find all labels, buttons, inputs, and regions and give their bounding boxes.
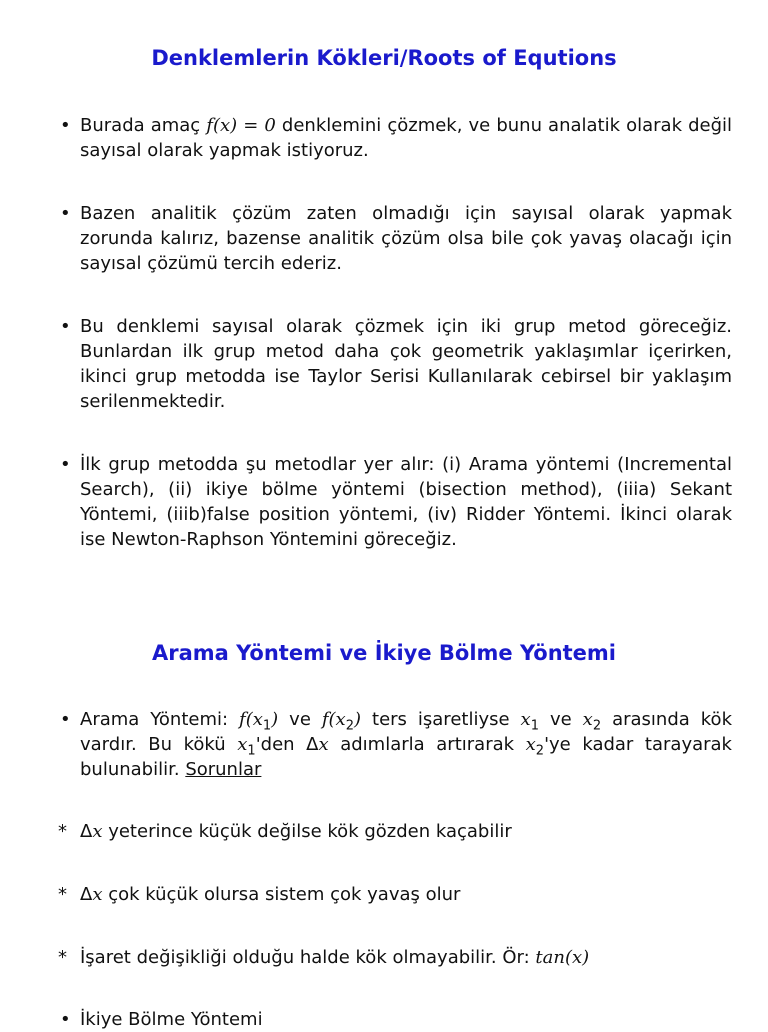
list-item [60,452,732,552]
asterisk-icon: * [58,947,67,968]
bullet-text: Bu denklemi sayısal olarak çözmek için iki grup metod göreceğiz. Bunlardan ilk grup metod daha çok geometrik yaklaşımlar içerirken, ikinci grup metodda ise Taylor Serisi Kullanılarak cebirsel bir yaklaşım serilenmektedir. [80,316,732,412]
bullet-icon: • [60,709,71,730]
section-title-roots: Denklemlerin Kökleri/Roots of Equtions [151,46,617,70]
list-item [60,1007,732,1032]
bullet-icon: • [60,316,71,337]
bullet-icon: • [60,115,71,136]
bullet-text: Bazen analitik çözüm zaten olmadığı için sayısal olarak yapmak zorunda kalırız, bazense analitik çözüm olsa bile çok yavaş olacağı için sayısal çözümü tercih ederiz. [80,203,732,274]
list-item [58,945,738,970]
bullet-icon: • [60,1009,71,1030]
list-item [60,314,732,414]
list-item [60,707,732,782]
list-item [58,882,738,907]
bullet-text: Burada amaç f(x) = 0 denklemini çözmek, ve bunu analatik olarak değil sayısal olarak yapmak istiyoruz. [80,115,733,161]
bullet-icon: • [60,203,71,224]
asterisk-icon: * [58,821,67,842]
star-text: İşaret değişikliği olduğu halde kök olmayabilir. Ör: tan(x) [80,947,590,968]
bullet-icon: • [60,454,71,475]
asterisk-icon: * [58,884,67,905]
list-item [58,819,738,844]
sorunlar-link: Sorunlar [185,759,262,780]
section-title-arama: Arama Yöntemi ve İkiye Bölme Yöntemi [151,641,617,665]
star-text: Δx yeterince küçük değilse kök gözden kaçabilir [80,821,512,842]
arama-text: Arama Yöntemi: $f(x_1)$ ve $f(x_2)$ ters işaretliyse $x_1$ ve $x_2$ arasında kök vardır. Bu kökü $x_1'den$ Δx adımlarla artırarak $x_2'ye$ kadar tarayarak bulunabilir. Sorunlar [80,709,732,780]
star-text: Δx çok küçük olursa sistem çok yavaş olur [80,884,461,905]
bullet-text: İkiye Bölme Yöntemi [80,1009,263,1030]
bullet-text: İlk grup metodda şu metodlar yer alır: (i) Arama yöntemi (Incremental Search), (ii) ikiye bölme yöntemi (bisection method), (iiia) Sekant Yöntemi, (iiib)false position yöntemi, (iv) Ridder Yöntemi. İkinci olarak ise Newton-Raphson Yöntemini göreceğiz. [80,454,732,550]
list-item [60,113,732,163]
list-item [60,201,732,276]
